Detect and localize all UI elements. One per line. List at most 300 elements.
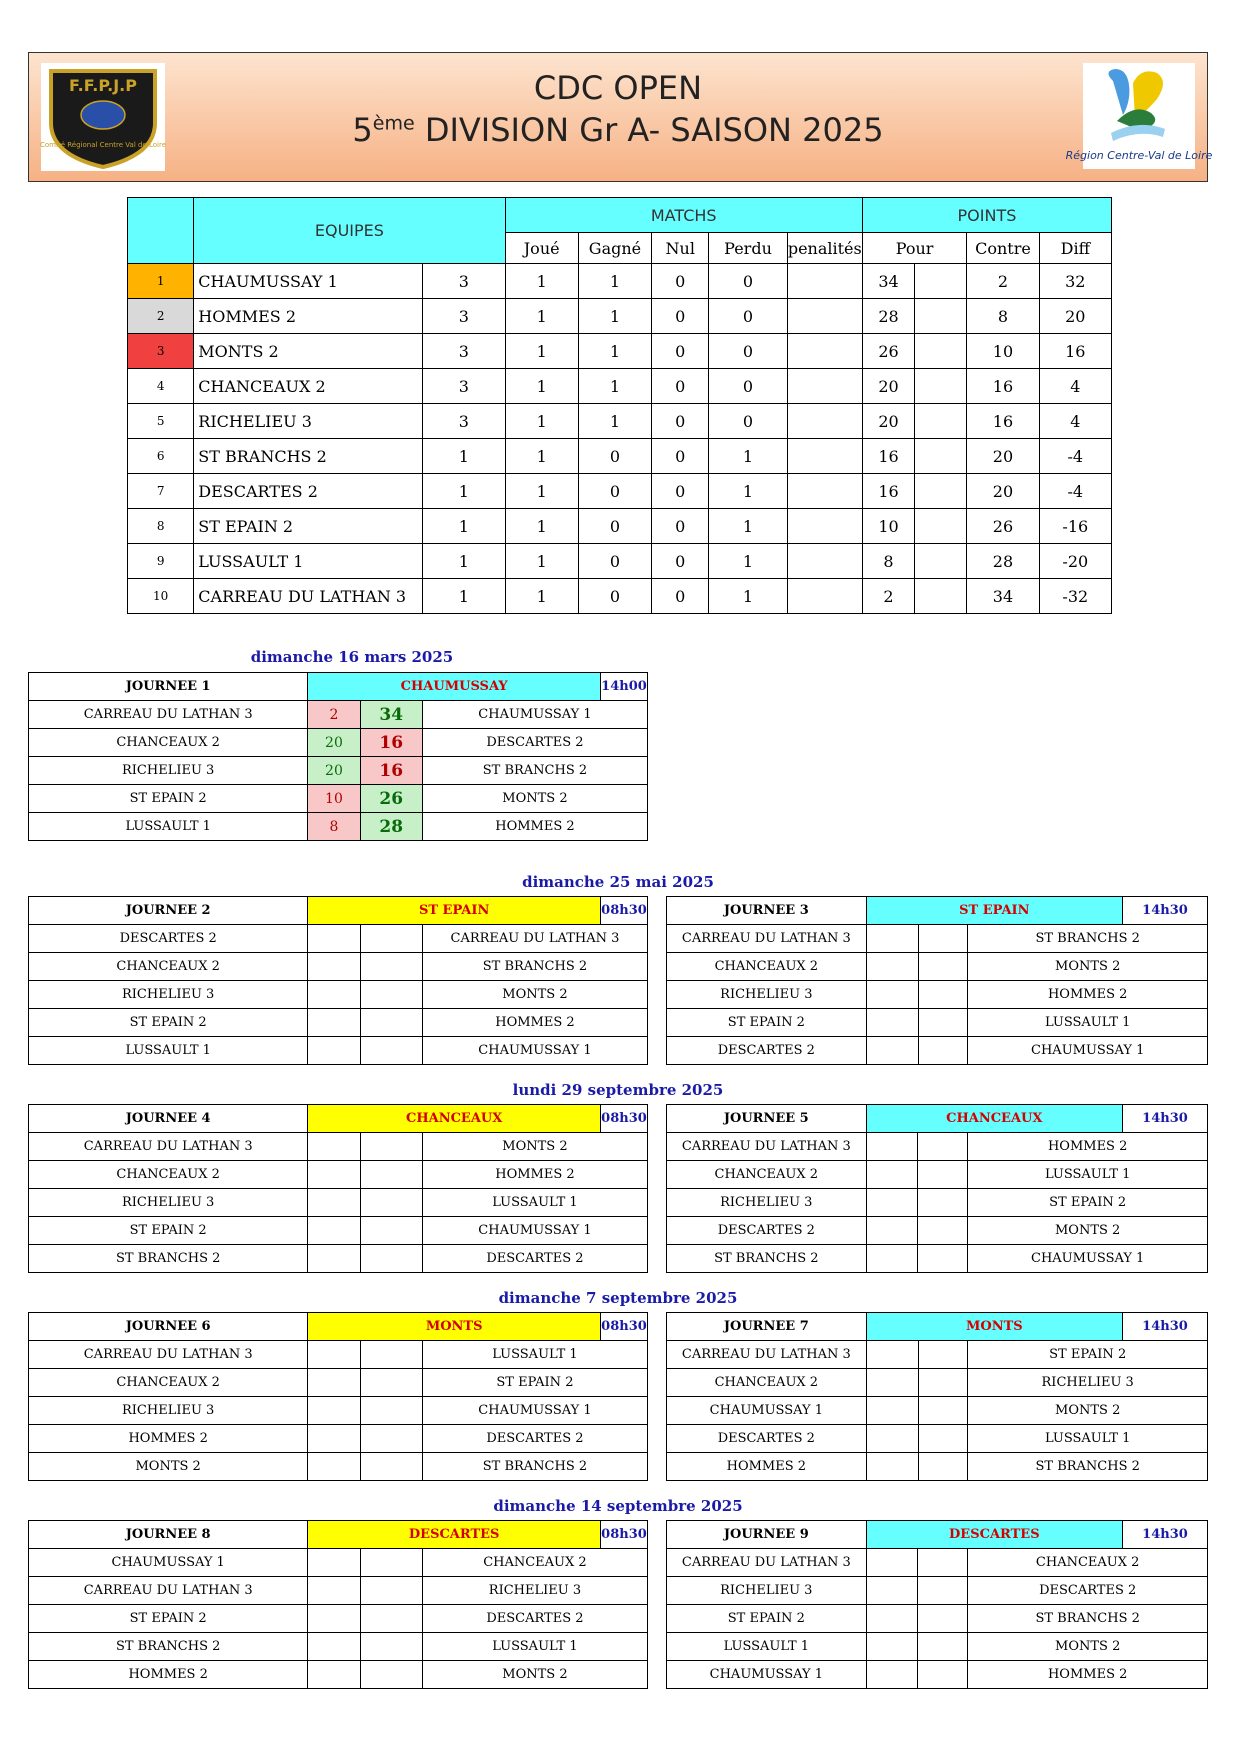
match-row xyxy=(29,1605,648,1633)
page-subtitle xyxy=(29,111,1207,149)
match-row xyxy=(29,729,648,757)
away-team: LUSSAULT 1 xyxy=(422,1633,647,1661)
spacer-cell xyxy=(915,579,967,614)
away-score: 26 xyxy=(360,785,422,813)
away-score xyxy=(918,1161,968,1189)
journee-label: JOURNEE 2 xyxy=(29,897,308,925)
match-row xyxy=(667,1189,1208,1217)
nul-cell: 0 xyxy=(652,474,709,509)
home-team: ST EPAIN 2 xyxy=(29,1605,308,1633)
journee-table-2 xyxy=(28,896,648,1065)
home-score xyxy=(308,925,360,953)
home-score: 20 xyxy=(308,757,360,785)
match-row xyxy=(29,1661,648,1689)
spacer-cell xyxy=(915,544,967,579)
away-score xyxy=(918,1633,968,1661)
contre-cell: 26 xyxy=(967,509,1039,544)
away-score xyxy=(918,1605,968,1633)
journee-location: CHANCEAUX xyxy=(867,1105,1122,1132)
joue-cell: 1 xyxy=(505,509,578,544)
away-score xyxy=(360,1189,422,1217)
away-team: MONTS 2 xyxy=(422,785,647,813)
perdu-cell: 1 xyxy=(709,509,787,544)
away-score xyxy=(918,1397,968,1425)
nul-cell: 0 xyxy=(652,579,709,614)
home-score xyxy=(308,981,360,1009)
journee-location-time xyxy=(308,1313,648,1341)
away-score xyxy=(360,925,422,953)
pour-cell: 20 xyxy=(862,404,914,439)
journee-header xyxy=(29,1313,648,1341)
journee-table-8 xyxy=(28,1520,648,1689)
match-row xyxy=(29,1633,648,1661)
subtitle-number: 5 xyxy=(352,111,373,149)
joue-cell: 1 xyxy=(505,369,578,404)
home-team: CARREAU DU LATHAN 3 xyxy=(29,1133,308,1161)
home-score xyxy=(866,1577,918,1605)
team-points: 1 xyxy=(423,509,505,544)
rank-cell: 1 xyxy=(128,264,194,299)
spacer-cell xyxy=(915,404,967,439)
home-score: 10 xyxy=(308,785,360,813)
journee-header xyxy=(29,897,648,925)
home-team: RICHELIEU 3 xyxy=(667,981,867,1009)
points-header: POINTS xyxy=(862,198,1111,233)
home-score xyxy=(866,1369,918,1397)
journee-table-7 xyxy=(666,1312,1208,1481)
home-team: LUSSAULT 1 xyxy=(29,813,308,841)
penalites-cell xyxy=(787,264,862,299)
perdu-cell: 1 xyxy=(709,544,787,579)
home-team: ST BRANCHS 2 xyxy=(29,1245,308,1273)
nul-cell: 0 xyxy=(652,334,709,369)
away-score xyxy=(360,1037,422,1065)
home-score xyxy=(308,1133,360,1161)
team-name: DESCARTES 2 xyxy=(194,474,423,509)
match-row xyxy=(29,925,648,953)
match-row xyxy=(667,1037,1208,1065)
joue-cell: 1 xyxy=(505,299,578,334)
home-score xyxy=(308,1605,360,1633)
away-score xyxy=(360,1633,422,1661)
team-points: 1 xyxy=(423,474,505,509)
match-row xyxy=(667,1425,1208,1453)
journee-time: 14h30 xyxy=(1122,1313,1207,1340)
contre-cell: 10 xyxy=(967,334,1039,369)
home-score xyxy=(308,1341,360,1369)
away-team: CHAUMUSSAY 1 xyxy=(968,1245,1208,1273)
date-journees-8-9: dimanche 14 septembre 2025 xyxy=(493,1497,743,1515)
away-score xyxy=(360,1369,422,1397)
match-row xyxy=(29,1341,648,1369)
standings-row xyxy=(128,509,1112,544)
match-row xyxy=(29,1245,648,1273)
rank-cell: 2 xyxy=(128,299,194,334)
away-team: CHAUMUSSAY 1 xyxy=(422,1037,647,1065)
joue-cell: 1 xyxy=(505,579,578,614)
gagne-cell: 0 xyxy=(578,544,651,579)
away-team: LUSSAULT 1 xyxy=(968,1161,1208,1189)
away-score: 34 xyxy=(360,701,422,729)
rank-cell: 5 xyxy=(128,404,194,439)
away-team: LUSSAULT 1 xyxy=(968,1009,1208,1037)
away-score xyxy=(360,1549,422,1577)
away-team: CHAUMUSSAY 1 xyxy=(422,1397,647,1425)
team-name: RICHELIEU 3 xyxy=(194,404,423,439)
away-team: DESCARTES 2 xyxy=(422,1245,647,1273)
penalites-cell xyxy=(787,474,862,509)
home-team: RICHELIEU 3 xyxy=(29,1397,308,1425)
away-score: 28 xyxy=(360,813,422,841)
journee-header xyxy=(29,1521,648,1549)
home-team: CHANCEAUX 2 xyxy=(667,1369,867,1397)
pour-cell: 34 xyxy=(862,264,914,299)
home-team: ST BRANCHS 2 xyxy=(29,1633,308,1661)
contre-cell: 16 xyxy=(967,369,1039,404)
home-team: CHAUMUSSAY 1 xyxy=(667,1661,867,1689)
match-row xyxy=(667,1369,1208,1397)
home-score xyxy=(866,981,918,1009)
penalites-cell xyxy=(787,299,862,334)
away-score xyxy=(918,1341,968,1369)
page-title: CDC OPEN xyxy=(533,69,703,107)
home-team: ST EPAIN 2 xyxy=(29,1217,308,1245)
nul-cell: 0 xyxy=(652,544,709,579)
journee-header xyxy=(667,897,1208,925)
home-score xyxy=(308,1217,360,1245)
standings-row xyxy=(128,544,1112,579)
gagne-cell: 0 xyxy=(578,474,651,509)
away-score xyxy=(360,1133,422,1161)
team-name: ST EPAIN 2 xyxy=(194,509,423,544)
diff-cell: -20 xyxy=(1039,544,1111,579)
home-team: ST BRANCHS 2 xyxy=(667,1245,867,1273)
home-team: CARREAU DU LATHAN 3 xyxy=(667,1133,867,1161)
team-points: 3 xyxy=(423,334,505,369)
joue-cell: 1 xyxy=(505,264,578,299)
team-points: 3 xyxy=(423,299,505,334)
diff-cell: -4 xyxy=(1039,474,1111,509)
team-points: 1 xyxy=(423,439,505,474)
contre-cell: 2 xyxy=(967,264,1039,299)
home-score xyxy=(866,925,918,953)
team-name: CHANCEAUX 2 xyxy=(194,369,423,404)
nul-cell: 0 xyxy=(652,404,709,439)
journee-header xyxy=(667,1105,1208,1133)
joue-cell: 1 xyxy=(505,544,578,579)
penalites-cell xyxy=(787,334,862,369)
journee-header xyxy=(667,1313,1208,1341)
spacer-cell xyxy=(915,439,967,474)
contre-cell: 20 xyxy=(967,474,1039,509)
match-row xyxy=(667,1133,1208,1161)
away-team: ST EPAIN 2 xyxy=(968,1341,1208,1369)
away-team: LUSSAULT 1 xyxy=(968,1425,1208,1453)
match-row xyxy=(29,1549,648,1577)
team-points: 1 xyxy=(423,544,505,579)
away-team: CHAUMUSSAY 1 xyxy=(422,701,647,729)
away-team: MONTS 2 xyxy=(968,1217,1208,1245)
home-team: CHAUMUSSAY 1 xyxy=(29,1549,308,1577)
match-row xyxy=(667,1009,1208,1037)
journee-label: JOURNEE 1 xyxy=(29,673,308,701)
contre-cell: 34 xyxy=(967,579,1039,614)
match-row xyxy=(29,1369,648,1397)
pour-cell: 8 xyxy=(862,544,914,579)
home-score xyxy=(866,1161,918,1189)
team-points: 1 xyxy=(423,579,505,614)
contre-cell: 8 xyxy=(967,299,1039,334)
journee-label: JOURNEE 6 xyxy=(29,1313,308,1341)
away-team: DESCARTES 2 xyxy=(422,1425,647,1453)
home-team: ST EPAIN 2 xyxy=(29,785,308,813)
home-score xyxy=(308,1397,360,1425)
journee-label: JOURNEE 7 xyxy=(667,1313,867,1341)
home-score xyxy=(308,1189,360,1217)
home-score xyxy=(308,1453,360,1481)
standings-row xyxy=(128,299,1112,334)
diff-cell: -4 xyxy=(1039,439,1111,474)
home-score xyxy=(308,1009,360,1037)
penalites-cell xyxy=(787,544,862,579)
home-score xyxy=(308,1369,360,1397)
match-row xyxy=(667,1577,1208,1605)
rank-header xyxy=(128,198,194,264)
away-team: MONTS 2 xyxy=(968,1633,1208,1661)
match-row xyxy=(667,1549,1208,1577)
nul-cell: 0 xyxy=(652,439,709,474)
perdu-cell: 0 xyxy=(709,299,787,334)
away-team: MONTS 2 xyxy=(422,981,647,1009)
penalites-cell xyxy=(787,579,862,614)
penalites-cell xyxy=(787,509,862,544)
match-row xyxy=(29,1133,648,1161)
away-team: RICHELIEU 3 xyxy=(968,1369,1208,1397)
nul-cell: 0 xyxy=(652,369,709,404)
perdu-cell: 0 xyxy=(709,334,787,369)
away-score xyxy=(918,925,968,953)
journee-table-5 xyxy=(666,1104,1208,1273)
away-team: HOMMES 2 xyxy=(422,813,647,841)
sub-header-nul: Nul xyxy=(652,233,709,264)
home-score xyxy=(308,953,360,981)
away-team: CHAUMUSSAY 1 xyxy=(968,1037,1208,1065)
away-team: MONTS 2 xyxy=(968,1397,1208,1425)
away-score xyxy=(360,953,422,981)
region-logo xyxy=(1065,63,1213,169)
journee-label: JOURNEE 9 xyxy=(667,1521,867,1549)
team-name: MONTS 2 xyxy=(194,334,423,369)
away-team: MONTS 2 xyxy=(422,1661,647,1689)
subtitle-rest: DIVISION Gr A- SAISON 2025 xyxy=(414,111,884,149)
standings-row xyxy=(128,334,1112,369)
journee-label: JOURNEE 3 xyxy=(667,897,867,925)
match-row xyxy=(667,1217,1208,1245)
home-score xyxy=(308,1425,360,1453)
match-row xyxy=(667,1605,1208,1633)
journee-location-time xyxy=(308,673,648,701)
sub-header-contre: Contre xyxy=(967,233,1039,264)
home-score xyxy=(866,1661,918,1689)
standings-row xyxy=(128,474,1112,509)
home-score xyxy=(308,1633,360,1661)
spacer-cell xyxy=(915,509,967,544)
standings-row xyxy=(128,439,1112,474)
rank-cell: 6 xyxy=(128,439,194,474)
home-team: CHANCEAUX 2 xyxy=(29,953,308,981)
away-team: MONTS 2 xyxy=(422,1133,647,1161)
away-team: DESCARTES 2 xyxy=(968,1577,1208,1605)
away-team: RICHELIEU 3 xyxy=(422,1577,647,1605)
journee-time: 08h30 xyxy=(600,897,647,924)
team-name: HOMMES 2 xyxy=(194,299,423,334)
home-score xyxy=(866,1425,918,1453)
home-team: ST EPAIN 2 xyxy=(29,1009,308,1037)
home-team: CARREAU DU LATHAN 3 xyxy=(29,1577,308,1605)
home-team: CARREAU DU LATHAN 3 xyxy=(667,925,867,953)
journee-time: 14h30 xyxy=(1122,897,1207,924)
away-team: ST BRANCHS 2 xyxy=(422,1453,647,1481)
team-points: 3 xyxy=(423,264,505,299)
home-team: LUSSAULT 1 xyxy=(667,1633,867,1661)
rank-cell: 4 xyxy=(128,369,194,404)
match-row xyxy=(667,953,1208,981)
perdu-cell: 0 xyxy=(709,264,787,299)
away-score xyxy=(918,1009,968,1037)
pour-cell: 10 xyxy=(862,509,914,544)
perdu-cell: 0 xyxy=(709,369,787,404)
journee-location: ST EPAIN xyxy=(308,897,600,924)
gagne-cell: 1 xyxy=(578,299,651,334)
region-logo-text: Région Centre-Val de Loire xyxy=(1065,149,1213,162)
journee-label: JOURNEE 8 xyxy=(29,1521,308,1549)
gagne-cell: 1 xyxy=(578,369,651,404)
away-team: ST BRANCHS 2 xyxy=(968,925,1208,953)
standings-row xyxy=(128,404,1112,439)
away-score xyxy=(360,1009,422,1037)
home-score xyxy=(308,1577,360,1605)
journee-time: 14h00 xyxy=(600,673,647,700)
journee-time: 08h30 xyxy=(600,1521,647,1548)
home-score xyxy=(866,1341,918,1369)
journee-time: 14h30 xyxy=(1122,1105,1207,1132)
away-score xyxy=(360,1661,422,1689)
away-team: CHANCEAUX 2 xyxy=(422,1549,647,1577)
match-row xyxy=(667,1633,1208,1661)
sub-header-perdu: Perdu xyxy=(709,233,787,264)
home-team: CHANCEAUX 2 xyxy=(29,1369,308,1397)
rank-cell: 9 xyxy=(128,544,194,579)
away-score xyxy=(360,1425,422,1453)
home-team: RICHELIEU 3 xyxy=(29,1189,308,1217)
matchs-header: MATCHS xyxy=(505,198,862,233)
diff-cell: 32 xyxy=(1039,264,1111,299)
match-row xyxy=(667,981,1208,1009)
spacer-cell xyxy=(915,369,967,404)
joue-cell: 1 xyxy=(505,334,578,369)
match-row xyxy=(29,1397,648,1425)
journee-table-9 xyxy=(666,1520,1208,1689)
diff-cell: -32 xyxy=(1039,579,1111,614)
home-team: RICHELIEU 3 xyxy=(29,981,308,1009)
journee-location: DESCARTES xyxy=(308,1521,600,1548)
journee-location: CHAUMUSSAY xyxy=(308,673,600,700)
home-score xyxy=(866,1397,918,1425)
equipes-header: EQUIPES xyxy=(194,198,505,264)
standings-row xyxy=(128,369,1112,404)
match-row xyxy=(29,701,648,729)
penalites-cell xyxy=(787,369,862,404)
journee-location: DESCARTES xyxy=(867,1521,1122,1548)
match-row xyxy=(667,925,1208,953)
home-score xyxy=(866,953,918,981)
gagne-cell: 0 xyxy=(578,509,651,544)
match-row xyxy=(29,1217,648,1245)
contre-cell: 20 xyxy=(967,439,1039,474)
home-team: DESCARTES 2 xyxy=(29,925,308,953)
pour-cell: 16 xyxy=(862,439,914,474)
away-score xyxy=(360,1341,422,1369)
journee-table-3 xyxy=(666,896,1208,1065)
home-team: RICHELIEU 3 xyxy=(29,757,308,785)
home-score xyxy=(308,1037,360,1065)
home-team: CARREAU DU LATHAN 3 xyxy=(29,701,308,729)
gagne-cell: 1 xyxy=(578,404,651,439)
match-row xyxy=(667,1341,1208,1369)
team-name: ST BRANCHS 2 xyxy=(194,439,423,474)
away-score xyxy=(918,1217,968,1245)
journee-header xyxy=(29,1105,648,1133)
home-team: DESCARTES 2 xyxy=(667,1217,867,1245)
away-team: HOMMES 2 xyxy=(968,1133,1208,1161)
away-score xyxy=(360,1161,422,1189)
spacer-cell xyxy=(915,264,967,299)
home-team: RICHELIEU 3 xyxy=(667,1189,867,1217)
gagne-cell: 1 xyxy=(578,334,651,369)
away-score xyxy=(918,1425,968,1453)
match-row xyxy=(29,1453,648,1481)
nul-cell: 0 xyxy=(652,509,709,544)
home-score: 8 xyxy=(308,813,360,841)
away-team: HOMMES 2 xyxy=(422,1009,647,1037)
home-score: 20 xyxy=(308,729,360,757)
away-team: LUSSAULT 1 xyxy=(422,1189,647,1217)
pour-cell: 16 xyxy=(862,474,914,509)
team-name: LUSSAULT 1 xyxy=(194,544,423,579)
journee-location-time xyxy=(866,1105,1207,1133)
date-journees-4-5: lundi 29 septembre 2025 xyxy=(512,1081,724,1099)
away-team: LUSSAULT 1 xyxy=(422,1341,647,1369)
rank-cell: 7 xyxy=(128,474,194,509)
away-score xyxy=(918,1453,968,1481)
journee-location-time xyxy=(308,1521,648,1549)
journee-location: ST EPAIN xyxy=(867,897,1122,924)
journee-location: MONTS xyxy=(867,1313,1122,1340)
away-score xyxy=(918,1189,968,1217)
home-score xyxy=(866,1605,918,1633)
date-journees-6-7: dimanche 7 septembre 2025 xyxy=(498,1289,738,1307)
away-score xyxy=(360,1577,422,1605)
match-row xyxy=(29,757,648,785)
away-score: 16 xyxy=(360,757,422,785)
home-team: CARREAU DU LATHAN 3 xyxy=(29,1341,308,1369)
home-score xyxy=(308,1661,360,1689)
home-score xyxy=(308,1161,360,1189)
away-score xyxy=(918,1369,968,1397)
home-team: ST EPAIN 2 xyxy=(667,1009,867,1037)
team-points: 3 xyxy=(423,404,505,439)
away-team: ST BRANCHS 2 xyxy=(422,953,647,981)
